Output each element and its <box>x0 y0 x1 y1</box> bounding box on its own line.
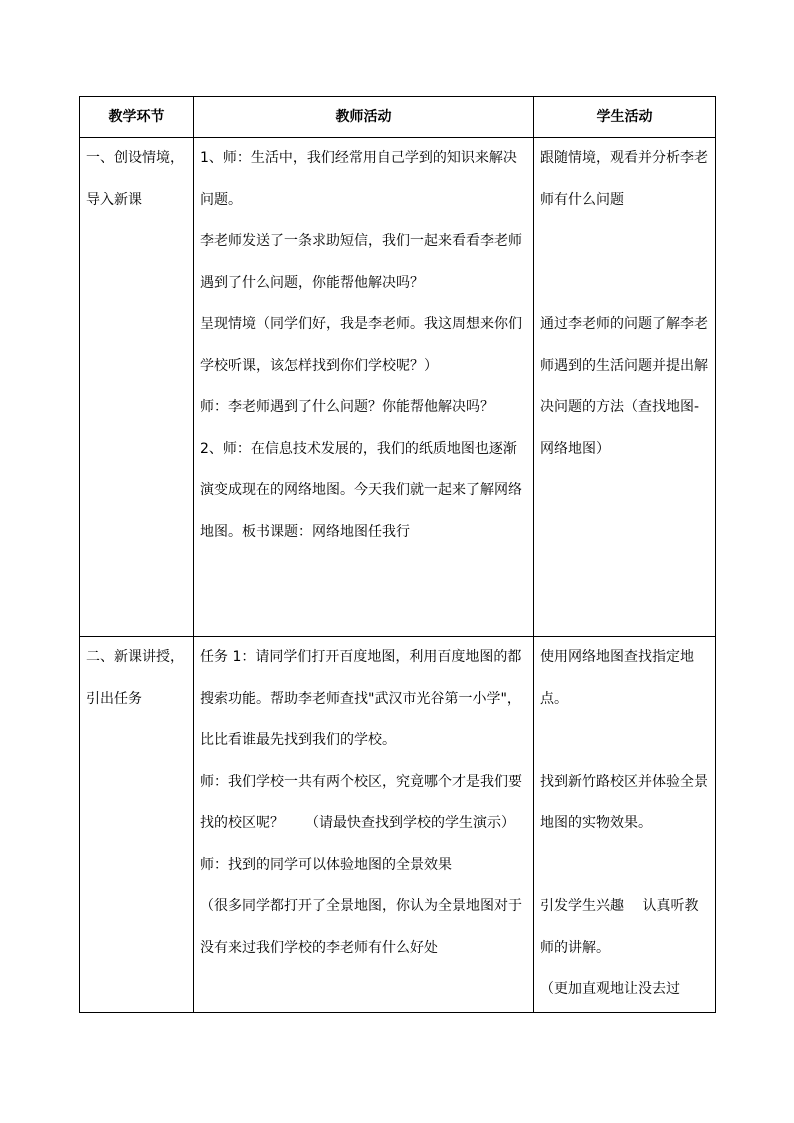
student-activity-cell <box>534 138 716 637</box>
teacher-paragraph: 李老师发送了一条求助短信，我们一起来看看李老师遇到了什么问题，你能帮他解决吗？ <box>200 233 522 291</box>
student-paragraph: 找到新竹路校区并体验全景地图的实物效果。 <box>540 773 708 831</box>
stage-cell: 一、创设情境，导入新课 <box>80 138 194 637</box>
student-activity-cell <box>534 637 716 1013</box>
teacher-paragraph: 师：李老师遇到了什么问题？你能帮他解决吗？ <box>200 399 494 415</box>
table-row <box>80 637 716 1013</box>
teacher-paragraph: 2、师：在信息技术发展的，我们的纸质地图也逐渐演变成现在的网络地图。今天我们就一起来了解网络地图。板书课题：网络地图任我行 <box>200 440 522 540</box>
teacher-paragraph: 师：找到的同学可以体验地图的全景效果 <box>200 856 452 873</box>
student-paragraph: （更加直观地让没去过 <box>540 981 680 997</box>
teacher-activity-cell <box>194 138 534 637</box>
teacher-paragraph: 任务 1：请同学们打开百度地图，利用百度地图的都搜索功能。帮助李老师查找"武汉市光谷第一小学"，比比看谁最先找到我们的学校。 <box>200 649 522 748</box>
student-paragraph: 引发学生兴趣 认真听教师的讲解。 <box>540 898 699 956</box>
table-row <box>80 138 716 637</box>
header-student-activity: 学生活动 <box>534 97 716 138</box>
student-paragraph: 跟随情境，观看并分析李老师有什么问题 <box>540 150 708 208</box>
teacher-activity-cell <box>194 637 534 1013</box>
teacher-paragraph: 1、师：生活中，我们经常用自己学到的知识来解决问题。 <box>200 150 517 208</box>
header-row <box>80 97 716 138</box>
stage-cell: 二、新课讲授，引出任务 <box>80 637 194 1013</box>
lesson-plan-table <box>79 96 716 1013</box>
teacher-paragraph: 师：我们学校一共有两个校区，究竟哪个才是我们要找的校区呢？ （请最快查找到学校的学生演示） <box>200 773 522 831</box>
header-teacher-activity: 教师活动 <box>194 97 534 138</box>
student-paragraph: 使用网络地图查找指定地点。 <box>540 649 694 707</box>
student-paragraph: 通过李老师的问题了解李老师遇到的生活问题并提出解决问题的方法（查找地图-网络地图） <box>540 316 708 457</box>
header-stage: 教学环节 <box>80 97 194 138</box>
teacher-paragraph: 呈现情境（同学们好，我是李老师。我这周想来你们学校听课，该怎样找到你们学校呢？） <box>200 316 522 374</box>
teacher-paragraph: （很多同学都打开了全景地图，你认为全景地图对于没有来过我们学校的李老师有什么好处 <box>200 898 522 956</box>
